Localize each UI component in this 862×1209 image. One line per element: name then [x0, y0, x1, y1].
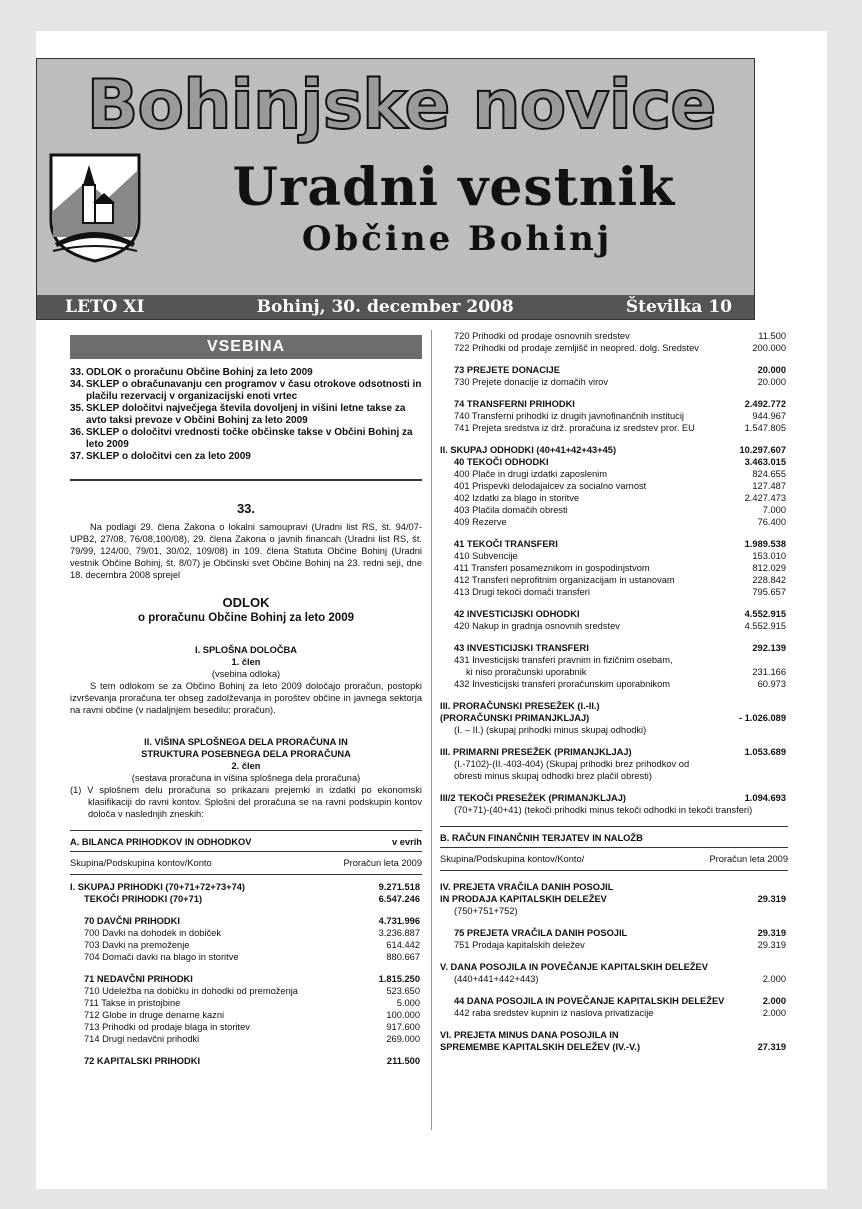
- table-row: [440, 995, 788, 1007]
- table-row: [440, 642, 788, 654]
- article-intro: Na podlagi 29. člena Zakona o lokalni samoupravi (Uradni list RS, št. 94/07-UPB2, 27/08, 76/08,100/08), 29. člena Zakona o javnih financah (Uradni list RS, št. 79/99, 124/00, 79/01, 30/02, 109/08) in 109. člena Statuta Občine Bohinj (Uradni vestnik Občine Bohinj, št. 8/07) je Občinski svet Občine Bohinj na 23. redni seji, dne 18. decembra 2008 sprejel: [70, 522, 422, 580]
- table-row: [440, 961, 788, 973]
- table-row: [440, 939, 788, 951]
- row-label: II. SKUPAJ ODHODKI (40+41+42+43+45): [440, 445, 617, 455]
- row-label: 700 Davki na dohodek in dobiček: [84, 928, 221, 938]
- row-value: [786, 1029, 788, 1041]
- table-row: [440, 893, 788, 905]
- table-row: [440, 550, 788, 562]
- section-2-heading-a: II. VIŠINA SPLOŠNEGA DELA PRORAČUNA IN: [144, 737, 348, 747]
- row-label: III. PRIMARNI PRESEŽEK (PRIMANJKLJAJ): [440, 747, 632, 757]
- row-value: 27.319: [757, 1042, 786, 1052]
- row-label: (70+71)-(40+41) (tekoči prihodki minus tekoči odhodki in tekoči transferi): [454, 805, 753, 815]
- table-row: [440, 758, 788, 770]
- issue-number: Številka 10: [625, 297, 732, 317]
- row-label: 411 Transferi posameznikom in gospodinjstvom: [454, 563, 650, 573]
- toc-item[interactable]: 36. SKLEP o določitvi vrednosti točke občinske takse v Občini Bohinj za leto 2009: [70, 427, 413, 450]
- right-column: [440, 330, 788, 1053]
- row-label: 410 Subvencije: [454, 551, 518, 561]
- table-a-body-continued: [440, 330, 788, 816]
- masthead: [36, 58, 755, 320]
- row-value: 1.053.689: [744, 747, 786, 757]
- row-value: [786, 905, 788, 917]
- row-label: 42 INVESTICIJSKI ODHODKI: [454, 609, 580, 619]
- row-value: 60.973: [757, 679, 786, 689]
- row-label: (PRORAČUNSKI PRIMANJKLJAJ): [440, 713, 590, 723]
- row-value: [786, 758, 788, 770]
- table-row: [440, 770, 788, 782]
- document-subtitle: o proračunu Občine Bohinj za leto 2009: [138, 612, 354, 624]
- row-value: 269.000: [386, 1034, 420, 1044]
- table-row: [440, 1029, 788, 1041]
- table-a-col1: Skupina/Podskupina kontov/Konto: [70, 858, 212, 868]
- toc-item[interactable]: 34. SKLEP o obračunavanju cen programov v času otrokove odsotnosti in plačilu rezervacij v organizacijski enoti vrtec: [70, 379, 422, 402]
- masthead-title: Bohinjske novice: [86, 66, 716, 145]
- row-value: 3.236.887: [378, 928, 420, 938]
- masthead-municipality: Občine Bohinj: [301, 219, 613, 259]
- row-value: 917.600: [386, 1022, 420, 1032]
- row-label: TEKOČI PRIHODKI (70+71): [84, 894, 203, 904]
- row-label: 75 PREJETA VRAČILA DANIH POSOJIL: [454, 928, 628, 938]
- table-row: [440, 492, 788, 504]
- row-label: 442 raba sredstev kupnin iz naslova privatizacije: [454, 1008, 654, 1018]
- column-divider: [431, 330, 432, 1130]
- document-title: ODLOK: [222, 595, 270, 610]
- toc-heading: VSEBINA: [70, 335, 422, 359]
- table-a-col2: Proračun leta 2009: [343, 858, 422, 868]
- row-value: [786, 961, 788, 973]
- section-2-clause: 2. člen: [231, 761, 261, 771]
- table-row: [70, 985, 422, 997]
- row-value: 2.000: [762, 996, 786, 1006]
- table-row: [440, 330, 788, 342]
- row-value: 523.650: [386, 986, 420, 996]
- table-row: [440, 620, 788, 632]
- row-value: 2.492.772: [744, 399, 786, 409]
- table-row: [440, 480, 788, 492]
- row-value: 2.000: [762, 974, 786, 984]
- row-value: [786, 724, 788, 736]
- table-row: [440, 712, 788, 724]
- row-label: 401 Prispevki delodajalcev za socialno varnost: [454, 481, 647, 491]
- table-row: [440, 700, 788, 712]
- table-row: [440, 1041, 788, 1053]
- table-row: [440, 746, 788, 758]
- section-2-text: (1) V splošnem delu proračuna so prikazani prejemki in izdatki po ekonomski klasifikaciji do ravni kontov. Splošni del proračuna se na ravni podskupin kontov določa v naslednjih zneskih:: [70, 785, 422, 819]
- table-row: [70, 973, 422, 985]
- table-row: [440, 538, 788, 550]
- row-value: 11.500: [758, 331, 786, 341]
- table-b-body: [440, 881, 788, 1053]
- table-b-title: B. RAČUN FINANČNIH TERJATEV IN NALOŽB: [440, 833, 643, 843]
- table-row: [440, 586, 788, 598]
- table-row: [440, 376, 788, 388]
- section-2-heading-b: STRUKTURA POSEBNEGA DELA PRORAČUNA: [141, 749, 351, 759]
- row-value: 153.010: [752, 551, 786, 561]
- row-label: 420 Nakup in gradnja osnovnih sredstev: [454, 621, 620, 631]
- table-row: [440, 444, 788, 456]
- row-label: 413 Drugi tekoči domači transferi: [454, 587, 590, 597]
- row-value: 10.297.607: [739, 445, 786, 455]
- row-label: (I.-7102)-(II.-403-404) (Skupaj prihodki brez prihodkov od: [454, 759, 690, 769]
- row-value: 880.667: [386, 952, 420, 962]
- table-row: [440, 410, 788, 422]
- row-value: - 1.026.089: [738, 713, 786, 723]
- section-2-subtitle: (sestava proračuna in višina splošnega dela proračuna): [131, 773, 361, 783]
- table-row: [440, 456, 788, 468]
- row-value: 5.000: [396, 998, 420, 1008]
- table-row: [70, 927, 422, 939]
- table-row: [440, 792, 788, 804]
- row-value: 1.815.250: [378, 974, 420, 984]
- row-label: 74 TRANSFERNI PRIHODKI: [454, 399, 575, 409]
- table-row: [440, 678, 788, 690]
- row-value: 29.319: [757, 894, 786, 904]
- row-label: 431 Investicijski transferi pravnim in fizičnim osebam,: [454, 655, 673, 665]
- row-label: I. SKUPAJ PRIHODKI (70+71+72+73+74): [70, 882, 246, 892]
- row-label: V. DANA POSOJILA IN POVEČANJE KAPITALSKIH DELEŽEV: [440, 962, 708, 972]
- row-value: 100.000: [386, 1010, 420, 1020]
- table-row: [440, 666, 788, 678]
- row-value: 2.427.473: [744, 493, 786, 503]
- row-value: 1.094.693: [744, 793, 786, 803]
- toc-item[interactable]: 33. ODLOK o proračunu Občine Bohinj za leto 2009: [70, 367, 313, 378]
- row-label: ki niso proračunski uporabnik: [466, 667, 587, 677]
- row-label: 44 DANA POSOJILA IN POVEČANJE KAPITALSKIH DELEŽEV: [454, 996, 725, 1006]
- row-value: [786, 770, 788, 782]
- row-label: 40 TEKOČI ODHODKI: [454, 457, 549, 467]
- table-row: [70, 915, 422, 927]
- table-row: [440, 516, 788, 528]
- row-label: 751 Prodaja kapitalskih deležev: [454, 940, 585, 950]
- table-row: [440, 724, 788, 736]
- row-label: 741 Prejeta sredstva iz drž. proračuna iz sredstev pror. EU: [454, 423, 695, 433]
- row-value: 200.000: [752, 343, 786, 353]
- left-column: [70, 330, 422, 1067]
- row-value: 20.000: [757, 377, 786, 387]
- row-value: 4.552.915: [744, 609, 786, 619]
- table-row: [70, 951, 422, 963]
- row-value: 3.463.015: [744, 457, 786, 467]
- row-value: 944.967: [752, 411, 786, 421]
- table-row: [70, 1009, 422, 1021]
- toc-item[interactable]: 35. SKLEP določitvi največjega števila dovoljenj in višini letne takse za avto taksi prevoze v Občini Bohinj za leto 2009: [70, 403, 406, 426]
- table-a-header: [70, 830, 422, 852]
- table-row: [70, 997, 422, 1009]
- row-label: III. PRORAČUNSKI PRESEŽEK (I.-II.): [440, 701, 600, 711]
- row-label: 714 Drugi nedavčni prihodki: [84, 1034, 200, 1044]
- row-label: 71 NEDAVČNI PRIHODKI: [84, 974, 193, 984]
- row-value: [786, 804, 788, 816]
- table-row: [440, 504, 788, 516]
- row-value: 9.271.518: [378, 882, 420, 892]
- toc-rule: [70, 479, 422, 481]
- row-value: 4.552.915: [744, 621, 786, 631]
- article-number: 33.: [236, 501, 256, 516]
- table-row: [70, 893, 422, 905]
- row-label: 713 Prihodki od prodaje blaga in storitev: [84, 1022, 250, 1032]
- row-label: (I. – II.) (skupaj prihodki minus skupaj odhodki): [454, 725, 647, 735]
- row-label: obresti minus skupaj odhodki brez plačil obresti): [454, 771, 652, 781]
- table-row: [440, 881, 788, 893]
- table-row: [440, 398, 788, 410]
- table-b-header: [440, 827, 788, 848]
- volume-label: LETO XI: [65, 297, 145, 317]
- row-value: 211.500: [386, 1056, 420, 1066]
- row-value: 20.000: [757, 365, 786, 375]
- row-value: 231.166: [752, 667, 786, 677]
- row-label: 409 Rezerve: [454, 517, 507, 527]
- table-row: [440, 905, 788, 917]
- row-label: (750+751+752): [454, 906, 518, 916]
- row-label: 730 Prejete donacije iz domačih virov: [454, 377, 608, 387]
- row-label: 72 KAPITALSKI PRIHODKI: [84, 1056, 201, 1066]
- table-row: [70, 1055, 422, 1067]
- section-1-text: S tem odlokom se za Občino Bohinj za leto 2009 določajo proračun, postopki izvrševanja proračuna ter obseg zadolževanja in poroštev občine in javnega sektorja na ravni občine (v nadaljnjem besedilu: proračun).: [70, 681, 422, 715]
- row-label: (440+441+442+443): [454, 974, 539, 984]
- row-value: 292.139: [752, 643, 786, 653]
- row-label: IV. PREJETA VRAČILA DANIH POSOJIL: [440, 882, 614, 892]
- table-row: [440, 804, 788, 816]
- masthead-subtitle: Uradni vestnik: [232, 157, 676, 218]
- table-row: [440, 562, 788, 574]
- table-row: [440, 973, 788, 985]
- table-a-unit: v evrih: [392, 837, 422, 847]
- row-label: 41 TEKOČI TRANSFERI: [454, 539, 558, 549]
- table-row: [70, 1033, 422, 1045]
- table-row: [70, 939, 422, 951]
- row-value: 614.442: [386, 940, 420, 950]
- table-row: [440, 422, 788, 434]
- row-label: SPREMEMBE KAPITALSKIH DELEŽEV (IV.-V.): [440, 1042, 641, 1052]
- row-label: 70 DAVČNI PRIHODKI: [84, 916, 180, 926]
- row-value: 1.989.538: [744, 539, 786, 549]
- table-b-columns: [440, 848, 788, 871]
- table-row: [440, 574, 788, 586]
- section-1-subtitle: (vsebina odloka): [211, 669, 281, 679]
- table-b-col1: Skupina/Podskupina kontov/Konto/: [440, 854, 585, 864]
- table-row: [440, 364, 788, 376]
- row-value: 7.000: [762, 505, 786, 515]
- table-a-body: [70, 881, 422, 1067]
- table-row: [70, 881, 422, 893]
- row-label: 432 Investicijski transferi proračunskim uporabnikom: [454, 679, 670, 689]
- row-label: 403 Plačila domačih obresti: [454, 505, 568, 515]
- row-label: 73 PREJETE DONACIJE: [454, 365, 560, 375]
- issue-date: Bohinj, 30. december 2008: [256, 297, 514, 317]
- row-value: [786, 654, 788, 666]
- row-label: 412 Transferi neprofitnim organizacijam in ustanovam: [454, 575, 675, 585]
- row-value: 2.000: [762, 1008, 786, 1018]
- row-value: 812.029: [752, 563, 786, 573]
- row-label: IN PRODAJA KAPITALSKIH DELEŽEV: [440, 894, 607, 904]
- row-value: 824.655: [752, 469, 786, 479]
- table-a-title: A. BILANCA PRIHODKOV IN ODHODKOV: [70, 837, 252, 847]
- row-value: 29.319: [757, 928, 786, 938]
- row-value: 6.547.246: [378, 894, 420, 904]
- section-1-heading: I. SPLOŠNA DOLOČBA: [195, 645, 297, 655]
- table-row: [440, 654, 788, 666]
- table-row: [440, 927, 788, 939]
- row-label: 720 Prihodki od prodaje osnovnih sredstev: [454, 331, 630, 341]
- table-row: [440, 468, 788, 480]
- table-row: [440, 1007, 788, 1019]
- toc-list: [70, 367, 422, 463]
- row-value: 4.731.996: [378, 916, 420, 926]
- row-label: 402 Izdatki za blago in storitve: [454, 493, 580, 503]
- row-label: 710 Udeležba na dobičku in dohodki od premoženja: [84, 986, 298, 996]
- row-label: 740 Transferni prihodki iz drugih javnofinančnih institucij: [454, 411, 684, 421]
- table-row: [70, 1021, 422, 1033]
- row-value: 795.657: [752, 587, 786, 597]
- table-row: [440, 608, 788, 620]
- row-value: [786, 881, 788, 893]
- masthead-info-bar: [37, 295, 754, 319]
- row-value: 127.487: [752, 481, 786, 491]
- table-a-columns: [70, 852, 422, 875]
- row-value: 228.842: [752, 575, 786, 585]
- coat-of-arms-icon: [47, 151, 143, 263]
- row-label: 43 INVESTICIJSKI TRANSFERI: [454, 643, 589, 653]
- section-1-clause: 1. člen: [231, 657, 261, 667]
- row-value: 76.400: [757, 517, 786, 527]
- row-label: 712 Globe in druge denarne kazni: [84, 1010, 225, 1020]
- row-label: III/2 TEKOČI PRESEŽEK (PRIMANJKLJAJ): [440, 793, 626, 803]
- row-value: 29.319: [757, 940, 786, 950]
- table-row: [440, 342, 788, 354]
- table-b-col2: Proračun leta 2009: [709, 854, 788, 864]
- row-label: 711 Takse in pristojbine: [84, 998, 181, 1008]
- row-value: [786, 700, 788, 712]
- toc-item[interactable]: 37. SKLEP o določitvi cen za leto 2009: [70, 451, 251, 462]
- row-label: 722 Prihodki od prodaje zemljišč in neopred. dolg. Sredstev: [454, 343, 699, 353]
- row-label: 400 Plače in drugi izdatki zaposlenim: [454, 469, 607, 479]
- row-label: VI. PREJETA MINUS DANA POSOJILA IN: [440, 1030, 619, 1040]
- row-label: 703 Davki na premoženje: [84, 940, 190, 950]
- row-label: 704 Domači davki na blago in storitve: [84, 952, 239, 962]
- row-value: 1.547.805: [744, 423, 786, 433]
